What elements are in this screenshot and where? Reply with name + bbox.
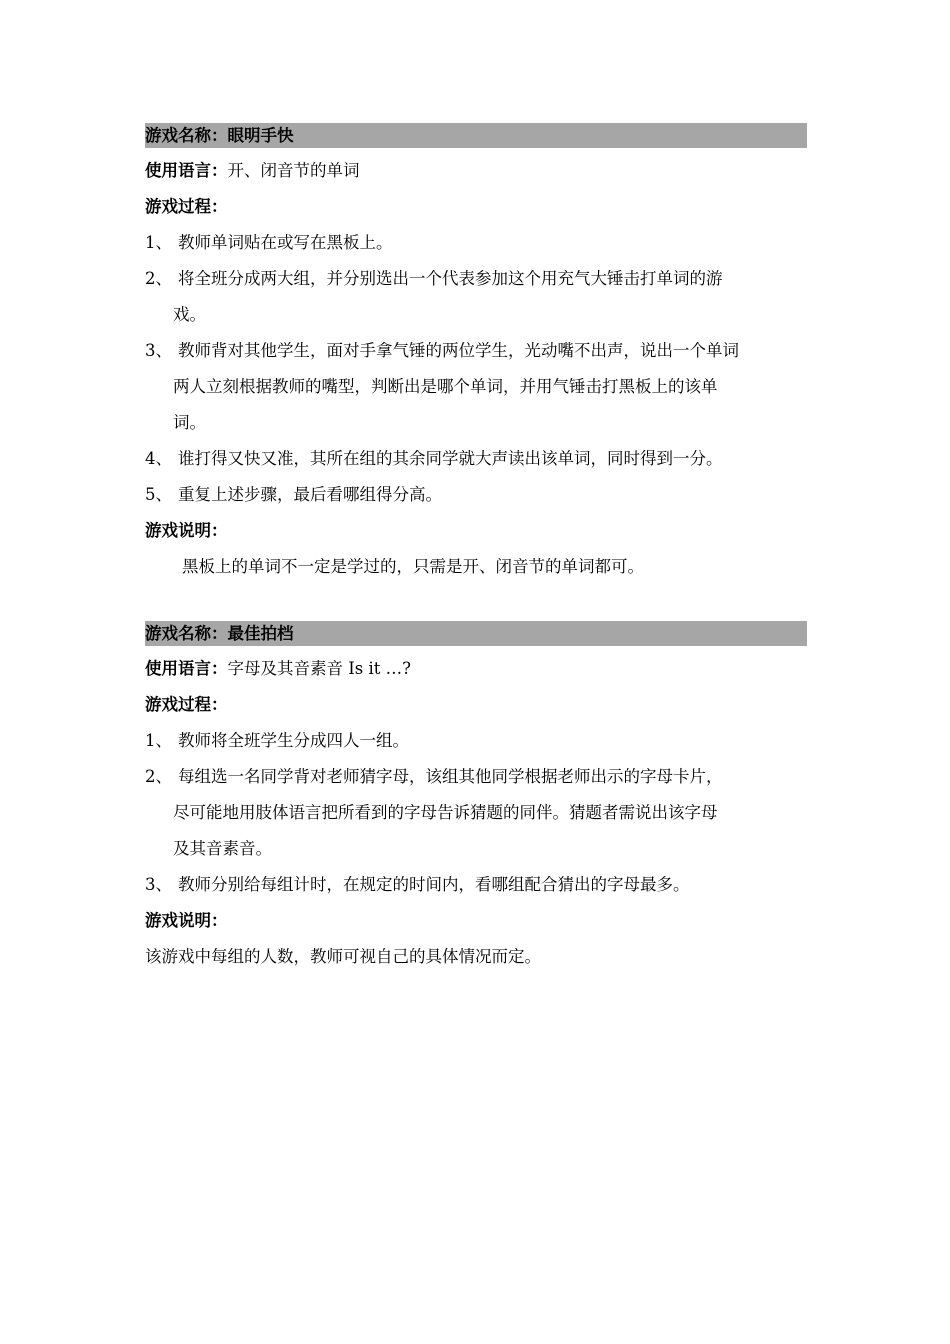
step-item bbox=[145, 333, 807, 441]
step-text: 重复上述步骤，最后看哪组得分高。 bbox=[178, 485, 442, 504]
step-item bbox=[145, 723, 807, 759]
step-number: 1、 bbox=[145, 233, 172, 252]
game-title-bar bbox=[145, 621, 807, 646]
step-item bbox=[145, 477, 807, 513]
note-heading: 游戏说明： bbox=[145, 911, 228, 930]
step-text: 谁打得又快又准，其所在组的其余同学就大声读出该单词，同时得到一分。 bbox=[178, 449, 723, 468]
step-text: 教师单词贴在或写在黑板上。 bbox=[178, 233, 393, 252]
note-text: 黑板上的单词不一定是学过的，只需是开、闭音节的单词都可。 bbox=[182, 557, 644, 576]
step-text: 将全班分成两大组，并分别选出一个代表参加这个用充气大锤击打单词的游 戏。 bbox=[173, 269, 723, 324]
process-heading: 游戏过程： bbox=[145, 197, 228, 216]
step-item bbox=[145, 759, 807, 867]
step-text: 教师将全班学生分成四人一组。 bbox=[178, 731, 409, 750]
step-number: 2、 bbox=[145, 767, 172, 786]
game-name-label: 游戏名称： bbox=[145, 624, 228, 643]
language-line bbox=[145, 651, 807, 687]
step-item bbox=[145, 867, 807, 903]
game-title-bar bbox=[145, 123, 807, 148]
step-text: 教师分别给每组计时，在规定的时间内，看哪组配合猜出的字母最多。 bbox=[178, 875, 690, 894]
game-section-2 bbox=[145, 621, 807, 975]
note-heading: 游戏说明： bbox=[145, 521, 228, 540]
step-item bbox=[145, 225, 807, 261]
game-name: 眼明手快 bbox=[227, 126, 294, 145]
process-heading: 游戏过程： bbox=[145, 695, 228, 714]
game-name: 最佳拍档 bbox=[227, 624, 294, 643]
step-number: 5、 bbox=[145, 485, 172, 504]
language-label: 使用语言： bbox=[145, 659, 228, 678]
language-value: 字母及其音素音 Is it …? bbox=[227, 659, 411, 678]
note-text: 该游戏中每组的人数，教师可视自己的具体情况而定。 bbox=[145, 947, 541, 966]
step-number: 3、 bbox=[145, 341, 172, 360]
step-item bbox=[145, 261, 807, 333]
document-page bbox=[145, 123, 807, 1011]
language-line bbox=[145, 153, 807, 189]
step-text: 每组选一名同学背对老师猜字母，该组其他同学根据老师出示的字母卡片， 尽可能地用肢体语言把所看到的字母告诉猜题的同伴。猜题者需说出该字母 及其音素音。 bbox=[173, 767, 723, 858]
step-text: 教师背对其他学生，面对手拿气锤的两位学生，光动嘴不出声，说出一个单词 两人立刻根据教师的嘴型，判断出是哪个单词，并用气锤击打黑板上的该单 词。 bbox=[173, 341, 739, 432]
step-number: 2、 bbox=[145, 269, 172, 288]
language-value: 开、闭音节的单词 bbox=[227, 161, 360, 180]
step-number: 4、 bbox=[145, 449, 172, 468]
step-number: 1、 bbox=[145, 731, 172, 750]
language-label: 使用语言： bbox=[145, 161, 228, 180]
game-section-1 bbox=[145, 123, 807, 585]
step-item bbox=[145, 441, 807, 477]
game-name-label: 游戏名称： bbox=[145, 126, 228, 145]
step-number: 3、 bbox=[145, 875, 172, 894]
